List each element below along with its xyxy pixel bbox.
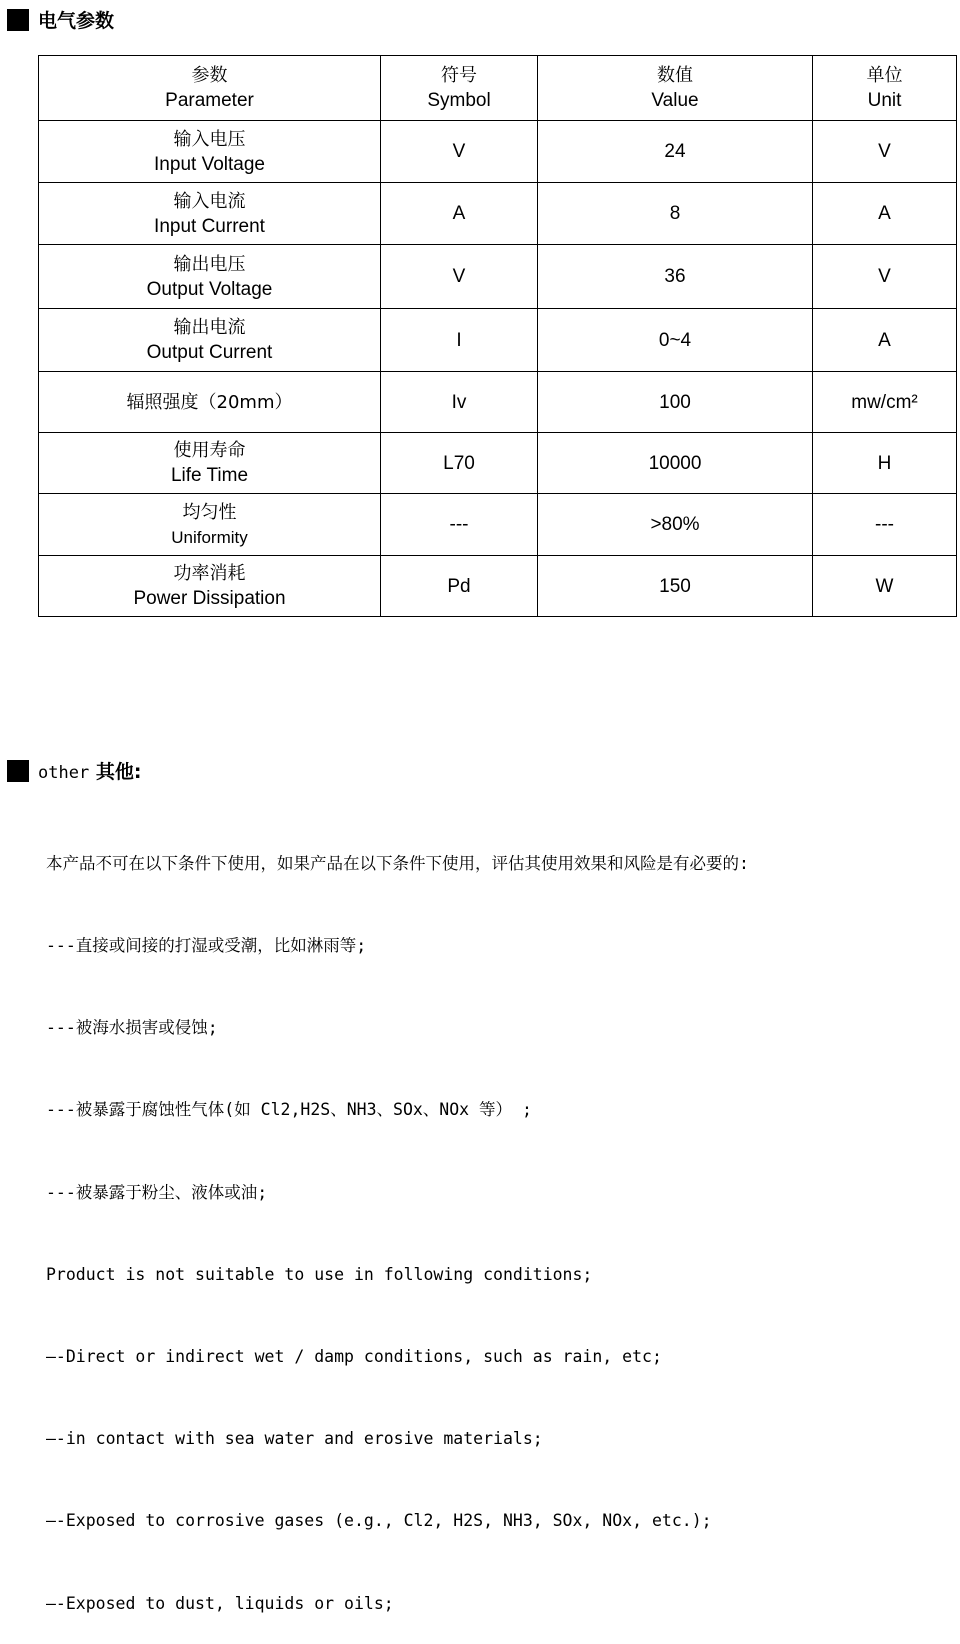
note-line: ---被暴露于腐蚀性气体(如 Cl2,H2S、NH3、SOx、NOx 等） ; — [46, 1100, 532, 1120]
cell-symbol: V — [381, 121, 538, 183]
parameter-table — [38, 55, 957, 617]
table-row — [39, 556, 957, 617]
cell-value: 100 — [538, 372, 813, 433]
cell-value: >80% — [538, 494, 813, 556]
cell-value: 8 — [538, 183, 813, 245]
section-header-other — [7, 757, 141, 784]
cell-symbol: I — [381, 309, 538, 372]
header-unit: 单位 Unit — [813, 56, 957, 121]
note-line: ---被海水损害或侵蚀; — [46, 1018, 218, 1038]
note-line: ---直接或间接的打湿或受潮，比如淋雨等; — [46, 936, 367, 956]
cell-symbol: --- — [381, 494, 538, 556]
cell-unit: V — [813, 121, 957, 183]
cell-unit: A — [813, 309, 957, 372]
cell-value: 10000 — [538, 433, 813, 494]
table-row — [39, 433, 957, 494]
cell-symbol: L70 — [381, 433, 538, 494]
cell-parameter: 输出电压 Output Voltage — [39, 245, 381, 309]
section-title: other 其他: — [38, 761, 142, 783]
table-header-row — [39, 56, 957, 121]
section-title: 电气参数 — [38, 10, 115, 32]
cell-parameter: 辐照强度（20mm） — [39, 372, 381, 433]
cell-symbol: Pd — [381, 556, 538, 617]
cell-value: 150 — [538, 556, 813, 617]
cell-parameter: 输入电压 Input Voltage — [39, 121, 381, 183]
table-row — [39, 183, 957, 245]
cell-parameter: 均匀性 Uniformity — [39, 494, 381, 556]
cell-parameter: 输入电流 Input Current — [39, 183, 381, 245]
note-line: —-Exposed to dust, liquids or oils; — [46, 1593, 394, 1613]
cell-unit: --- — [813, 494, 957, 556]
cell-unit: H — [813, 433, 957, 494]
cell-parameter: 输出电流 Output Current — [39, 309, 381, 372]
cell-parameter: 功率消耗 Power Dissipation — [39, 556, 381, 617]
cell-symbol: Iv — [381, 372, 538, 433]
note-line: Product is not suitable to use in following conditions; — [46, 1264, 593, 1284]
cell-unit: mw/cm² — [813, 372, 957, 433]
notes-block — [46, 795, 951, 1644]
table-row — [39, 245, 957, 309]
cell-unit: A — [813, 183, 957, 245]
table-row — [39, 121, 957, 183]
table-row — [39, 372, 957, 433]
cell-symbol: A — [381, 183, 538, 245]
cell-symbol: V — [381, 245, 538, 309]
note-line: —-Exposed to corrosive gases (e.g., Cl2, H2S, NH3, SOx, NOx, etc.); — [46, 1511, 712, 1531]
cell-unit: V — [813, 245, 957, 309]
note-line: ---被暴露于粉尘、液体或油; — [46, 1182, 268, 1202]
section-header-electrical — [7, 6, 114, 33]
header-parameter: 参数 Parameter — [39, 56, 381, 121]
cell-value: 0~4 — [538, 309, 813, 372]
header-symbol: 符号 Symbol — [381, 56, 538, 121]
table-row — [39, 309, 957, 372]
note-line: —-in contact with sea water and erosive materials; — [46, 1429, 543, 1449]
bullet-square-icon — [7, 760, 29, 782]
table-row — [39, 494, 957, 556]
note-line: —-Direct or indirect wet / damp conditions, such as rain, etc; — [46, 1347, 662, 1367]
cell-value: 24 — [538, 121, 813, 183]
note-line: 本产品不可在以下条件下使用，如果产品在以下条件下使用，评估其使用效果和风险是有必要的: — [46, 853, 749, 873]
cell-parameter: 使用寿命 Life Time — [39, 433, 381, 494]
header-value: 数值 Value — [538, 56, 813, 121]
bullet-square-icon — [7, 9, 29, 31]
cell-unit: W — [813, 556, 957, 617]
cell-value: 36 — [538, 245, 813, 309]
